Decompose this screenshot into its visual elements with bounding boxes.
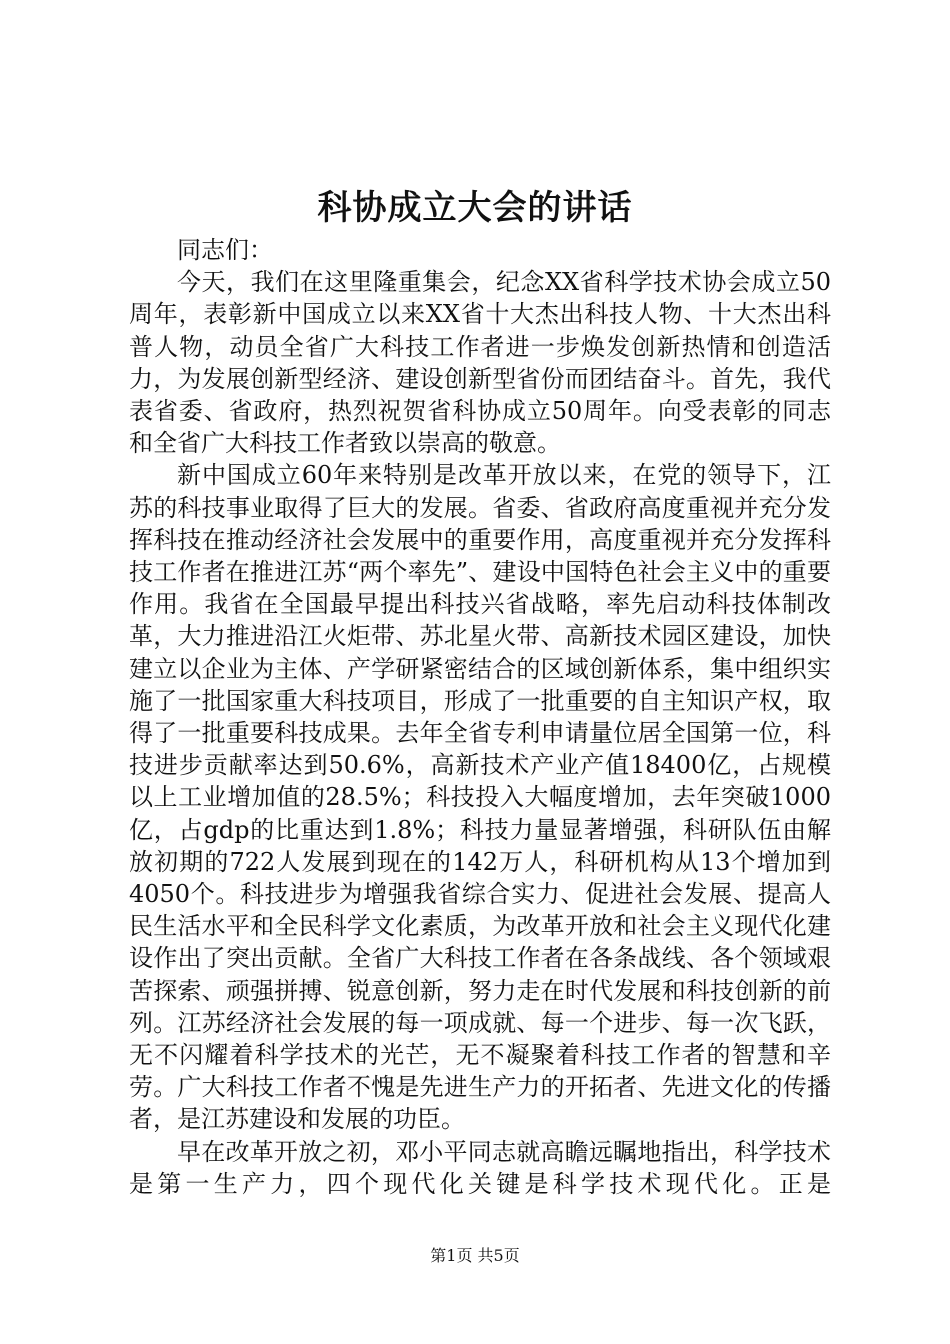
document-title: 科协成立大会的讲话 (317, 188, 633, 228)
paragraph-1: 今天，我们在这里隆重集会，纪念XX省科学技术协会成立50周年，表彰新中国成立以来XX省十大杰出科技人物、十大杰出科普人物，动员全省广大科技工作者进一步焕发创新热情和创造活力，为发展创新型经济、建设创新型省份而团结奋斗。首先，我代表省委、省政府，热烈祝贺省科协成立50周年。向受表彰的同志和全省广大科技工作者致以崇高的敬意。 (129, 268, 831, 458)
page-footer: 第1页 共5页 (430, 1246, 520, 1265)
paragraph-3: 早在改革开放之初，邓小平同志就高瞻远瞩地指出，科学技术是第一生产力，四个现代化关键是科学技术现代化。正是 (129, 1137, 831, 1198)
document-body (129, 234, 831, 1200)
paragraph-2: 新中国成立60年来特别是改革开放以来，在党的领导下，江苏的科技事业取得了巨大的发展。省委、省政府高度重视并充分发挥科技在推动经济社会发展中的重要作用，高度重视并充分发挥科技工作者在推进江苏“两个率先”、建设中国特色社会主义中的重要作用。我省在全国最早提出科技兴省战略，率先启动科技体制改革，大力推进沿江火炬带、苏北星火带、高新技术园区建设，加快建立以企业为主体、产学研紧密结合的区域创新体系，集中组织实施了一批国家重大科技项目，形成了一批重要的自主知识产权，取得了一批重要科技成果。去年全省专利申请量位居全国第一位，科技进步贡献率达到50.6%，高新技术产业产值18400亿，占规模以上工业增加值的28.5%；科技投入大幅度增加，去年突破1000亿，占gdp的比重达到1.8%；科技力量显著增强，科研队伍由解放初期的722人发展到现在的142万人，科研机构从13个增加到4050个。科技进步为增强我省综合实力、促进社会发展、提高人民生活水平和全民科学文化素质，为改革开放和社会主义现代化建设作出了突出贡献。全省广大科技工作者在各条战线、各个领域艰苦探索、顽强拼搏、锐意创新，努力走在时代发展和科技创新的前列。江苏经济社会发展的每一项成就、每一个进步、每一次飞跃，无不闪耀着科学技术的光芒，无不凝聚着科技工作者的智慧和辛劳。广大科技工作者不愧是先进生产力的开拓者、先进文化的传播者，是江苏建设和发展的功臣。 (129, 461, 831, 1134)
salutation: 同志们： (177, 236, 273, 264)
